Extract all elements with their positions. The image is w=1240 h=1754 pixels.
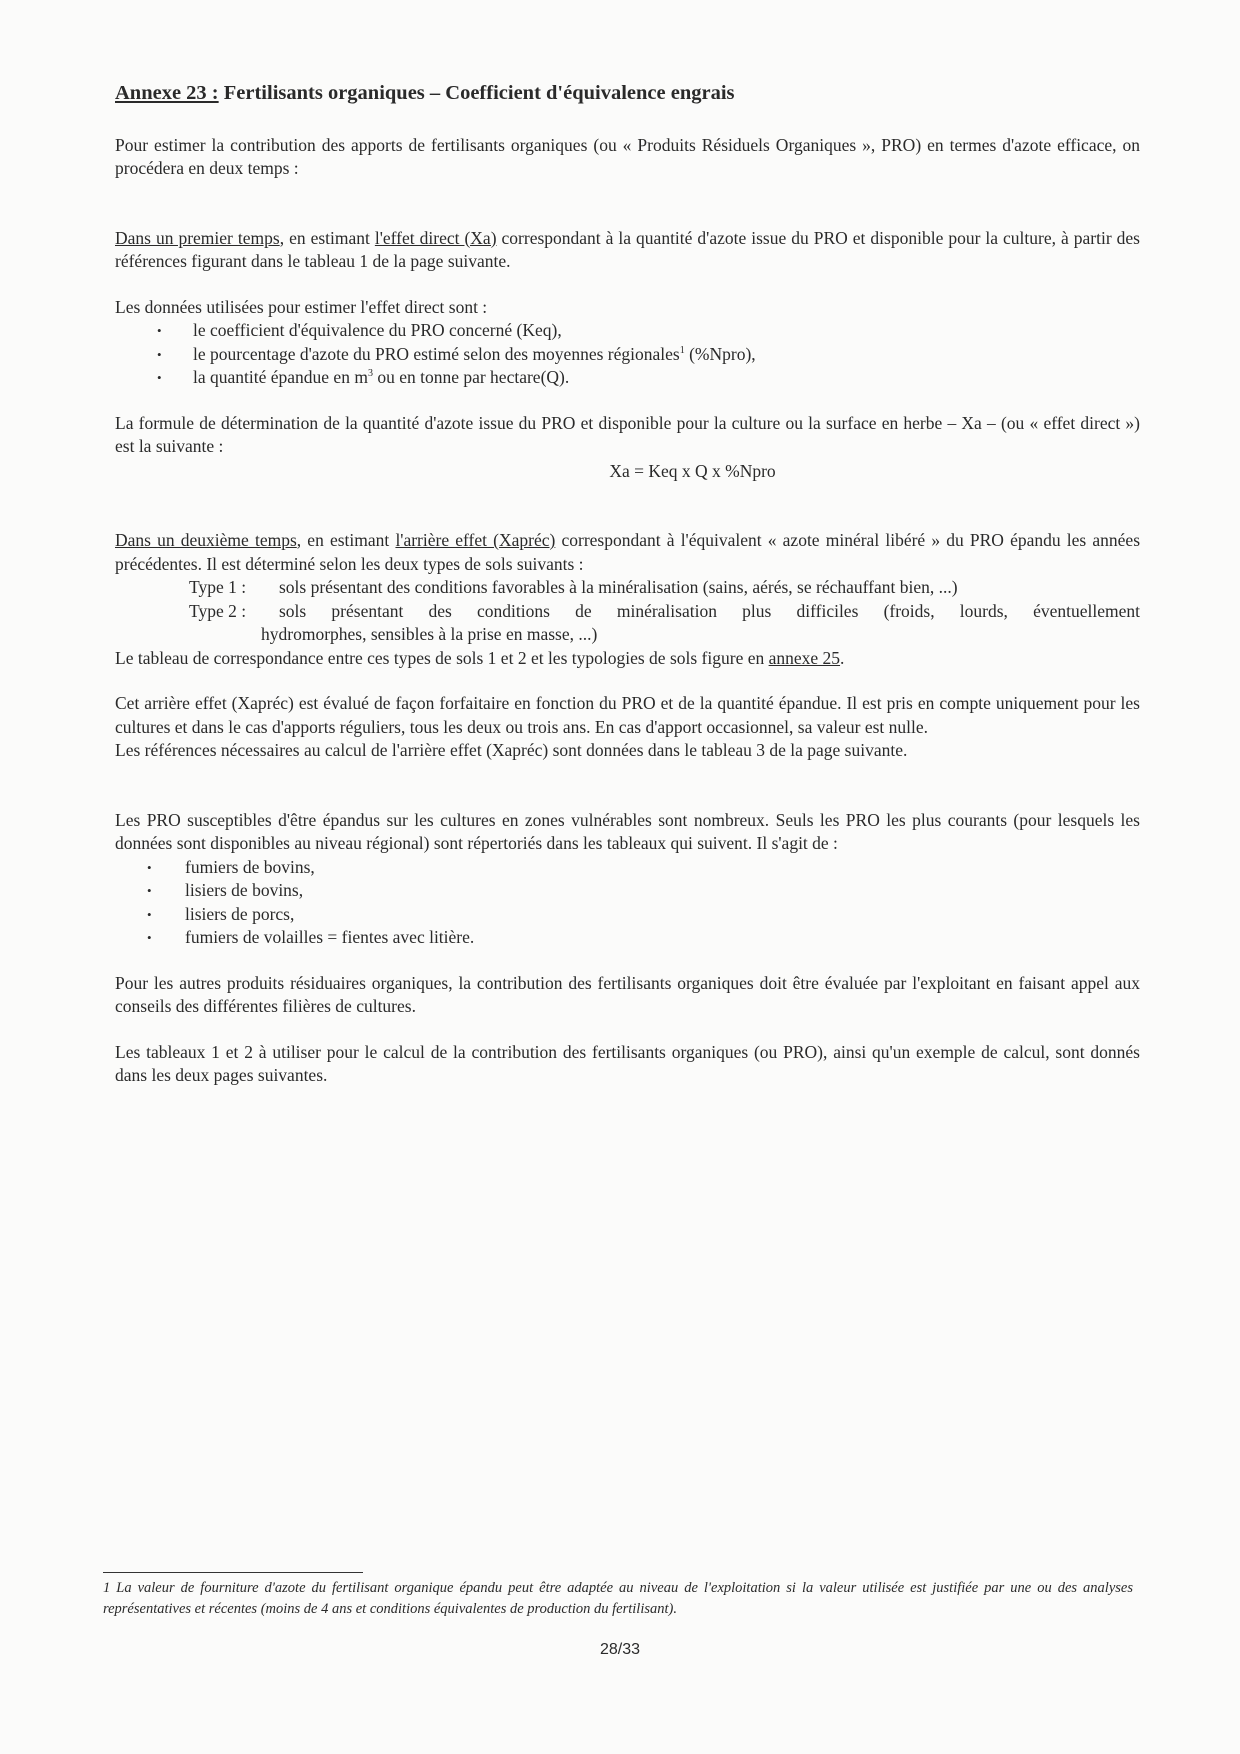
pro-list	[115, 856, 1140, 950]
list-item: • le pourcentage d'azote du PRO estimé selon des moyennes régionales$^1$ (%Npro),	[115, 343, 1140, 367]
list-item: • la quantité épandue en $m^3$ ou en tonne par hectare(Q).	[115, 366, 1140, 390]
soil-type-1: Type 1 : sols présentant des conditions favorables à la minéralisation (sains, aérés, se réchauffant bien, ...)	[189, 577, 958, 597]
annex-number: Annexe 23 :	[115, 82, 219, 104]
list-item: • fumiers de bovins,	[115, 856, 1140, 880]
formula: Xa = Keq x Q x %Npro	[609, 460, 776, 481]
footnote-ref: 1	[679, 344, 685, 356]
step1-paragraph: Dans un premier temps, en estimant l'effet direct (Xa) correspondant à la quantité d'azote issue du PRO et disponible pour la culture, à partir des références figurant dans le tableau 1 de la page suivante.	[115, 227, 1140, 271]
page-number: 28/33	[599, 1641, 641, 1658]
page-body	[115, 82, 1140, 1088]
others-paragraph: Pour les autres produits résiduaires organiques, la contribution des fertilisants organiques doit être évaluée par l'exploitant en faisant appel aux conseils des différentes filières de cultures.	[115, 972, 1140, 1016]
pro-intro: Les PRO susceptibles d'être épandus sur les cultures en zones vulnérables sont nombreux. Seuls les PRO les plus courants (pour lesquels les données sont disponibles au niveau régional) sont répertoriés dans les tableaux qui suivent. Il s'agit de :	[115, 809, 1140, 853]
list-item: • fumiers de volailles = fientes avec litière.	[115, 926, 1140, 950]
formula-intro: La formule de détermination de la quantité d'azote issue du PRO et disponible pour la culture ou la surface en herbe – Xa – (ou « effet direct ») est la suivante :	[115, 412, 1140, 456]
soil-type-2: Type 2 : sols présentant des conditions de minéralisation plus difficiles (froids, lourds, éventuellement	[189, 600, 1140, 621]
list-item: • lisiers de bovins,	[115, 879, 1140, 903]
data-list	[115, 319, 1140, 390]
annex-link[interactable]: annexe 25	[768, 647, 841, 668]
step1-lead: Dans un premier temps	[115, 227, 280, 248]
annex-title: Fertilisants organiques – Coefficient d'équivalence engrais	[218, 82, 735, 104]
tables-note: Les tableaux 1 et 2 à utiliser pour le calcul de la contribution des fertilisants organiques (ou PRO), ainsi qu'un exemple de calcul, sont donnés dans les deux pages suivantes.	[115, 1041, 1140, 1085]
list-item: • lisiers de porcs,	[115, 903, 1140, 927]
list-item: • le coefficient d'équivalence du PRO concerné (Keq),	[115, 319, 1140, 343]
step2-term: l'arrière effet (Xapréc)	[395, 530, 556, 550]
page-title	[115, 82, 1140, 106]
step2-lead: Dans un deuxième temps	[115, 530, 297, 550]
footnote: 1 La valeur de fourniture d'azote du fertilisant organique épandu peut être adaptée au niveau de l'exploitation si la valeur utilisée est justifiée par une ou des analyses représentatives et récentes (moins de 4 ans et conditions équivalentes de production du fertilisant).	[103, 1580, 1133, 1617]
table-reference: Le tableau de correspondance entre ces types de sols 1 et 2 et les typologies de sols figure en annexe 25.	[115, 647, 845, 668]
soil-types: Type 1 : sols présentant des conditions favorables à la minéralisation (sains, aérés, se réchauffant bien, ...) Type 2 : sols présentant des conditions de minéralisation plus difficiles (froids, lourds, éventuellement hydromorphes, sensibles à la prise en masse, ...)	[189, 577, 1140, 644]
after-effect-paragraph: Cet arrière effet (Xapréc) est évalué de façon forfaitaire en fonction du PRO et de la quantité épandue. Il est pris en compte uniquement pour les cultures et dans le cas d'apports réguliers, tous les deux ou trois ans. En cas d'apport occasionnel, sa valeur est nulle.	[115, 693, 1140, 737]
data-intro: Les données utilisées pour estimer l'effet direct sont :	[115, 296, 488, 317]
after-effect-reference: Les références nécessaires au calcul de l'arrière effet (Xapréc) sont données dans le tableau 3 de la page suivante.	[115, 740, 908, 760]
step2-paragraph: Dans un deuxième temps, en estimant l'arrière effet (Xapréc) correspondant à l'équivalent « azote minéral libéré » du PRO épandu les années précédentes. Il est déterminé selon les deux types de sols suivants :	[115, 530, 1140, 574]
step1-term: l'effet direct (Xa)	[374, 227, 497, 248]
intro-paragraph: Pour estimer la contribution des apports de fertilisants organiques (ou « Produits Résiduels Organiques », PRO) en termes d'azote efficace, on procédera en deux temps :	[115, 134, 1140, 178]
footnote-divider	[103, 1572, 363, 1573]
